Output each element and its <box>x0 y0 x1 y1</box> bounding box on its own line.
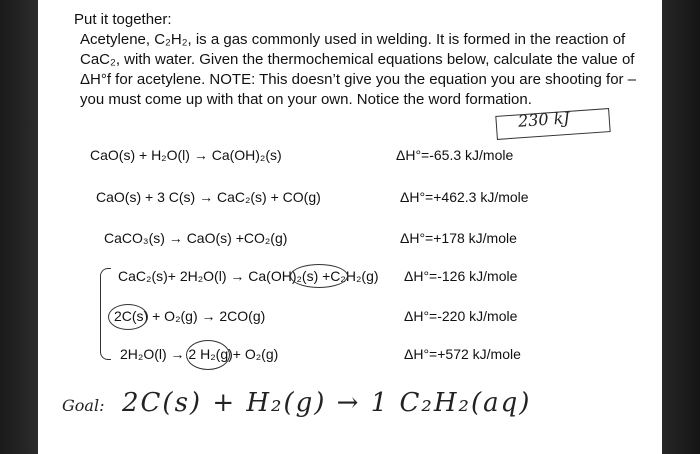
hydrogen-circle-mark <box>186 340 230 370</box>
c2h2-circle-mark <box>290 264 348 288</box>
carbon-circle-mark <box>108 304 148 330</box>
reaction-5-equation: 2C(s) + O₂(g) → 2CO(g) <box>114 308 266 324</box>
reaction-1-equation: CaO(s) + H₂O(l) → Ca(OH)₂(s) <box>90 147 282 163</box>
problem-statement <box>74 10 644 110</box>
handwritten-goal <box>62 388 662 438</box>
goal-label: Goal: <box>62 396 105 415</box>
reaction-6-enthalpy: ΔH°=+572 kJ/mole <box>404 346 521 362</box>
reaction-3-equation: CaCO₃(s) → CaO(s) +CO₂(g) <box>104 230 288 246</box>
reaction-4-equation: CaC₂(s)+ 2H₂O(l) → Ca(OH)₂(s) +C₂H₂(g) <box>118 268 379 284</box>
reaction-2-enthalpy: ΔH°=+462.3 kJ/mole <box>400 189 529 205</box>
left-shadow-edge <box>0 0 38 454</box>
reaction-5-enthalpy: ΔH°=-220 kJ/mole <box>404 308 518 324</box>
reaction-3-enthalpy: ΔH°=+178 kJ/mole <box>400 230 517 246</box>
reaction-1-enthalpy: ΔH°=-65.3 kJ/mole <box>396 147 514 163</box>
reaction-6-equation: 2H₂O(l) → 2 H₂(g)+ O₂(g) <box>120 346 279 362</box>
goal-equation: 2C(s) + H₂(g) → 1 C₂H₂(aq) <box>122 388 532 418</box>
right-shadow-edge <box>662 0 700 454</box>
problem-body: Acetylene, C₂H₂, is a gas commonly used in welding. It is formed in the reaction of CaC₂, with water. Given the thermochemical equations below, calculate the value of ΔH°f for acetylene. NOTE: This doesn’t give you the equation you are shooting for – you must come up with that on your own. Notice the word formation. <box>80 31 637 108</box>
problem-heading: Put it together: <box>74 11 172 28</box>
reaction-2-equation: CaO(s) + 3 C(s) → CaC₂(s) + CO(g) <box>96 189 321 205</box>
reaction-4-enthalpy: ΔH°=-126 kJ/mole <box>404 268 518 284</box>
handwritten-answer: 230 kJ <box>517 108 571 131</box>
